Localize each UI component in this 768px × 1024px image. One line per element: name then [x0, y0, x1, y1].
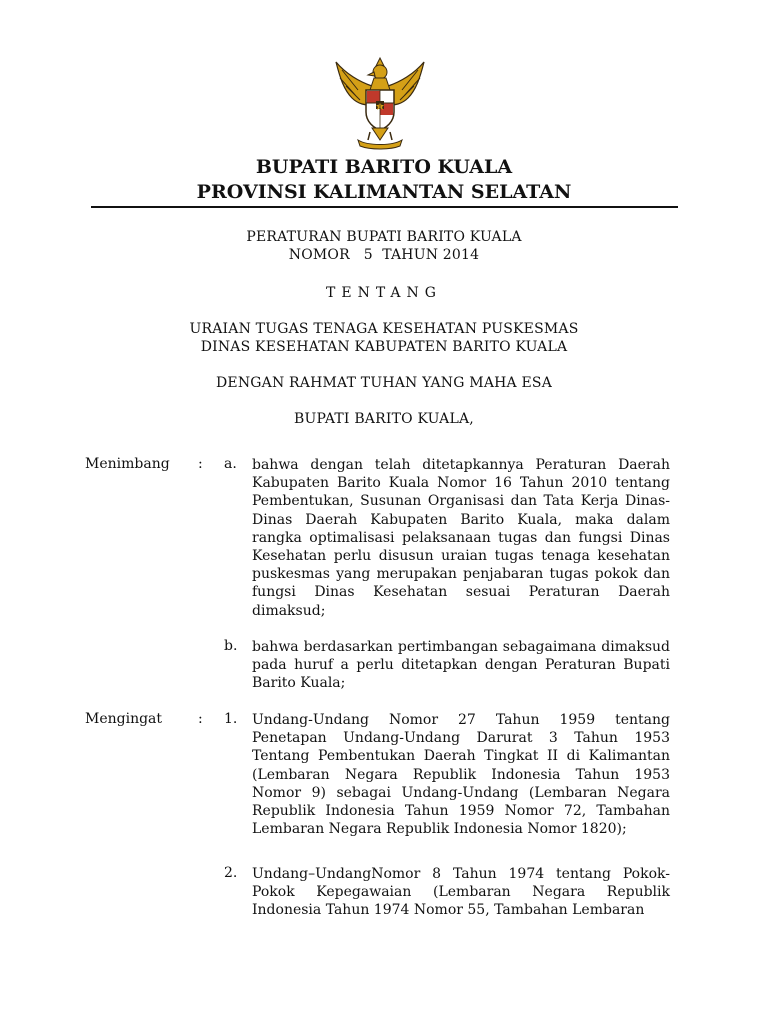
header-line-2: PROVINSI KALIMANTAN SELATAN — [196, 181, 572, 203]
regulation-subject-line-1: URAIAN TUGAS TENAGA KESEHATAN PUSKESMAS — [189, 321, 579, 337]
menimbang-colon: : — [198, 456, 203, 472]
regulation-subject-line-2: DINAS KESEHATAN KABUPATEN BARITO KUALA — [200, 339, 568, 355]
menimbang-item-a-text: bahwa dengan telah ditetapkannya Peraturan Daerah Kabupaten Barito Kuala Nomor 16 Tahun 2010 tentang Pembentukan, Susunan Organisasi dan Tata Kerja Dinas-Dinas Daerah Kabupaten Barito Kuala, maka dalam rangka optimalisasi pelaksanaan tugas dan fungsi Dinas Kesehatan perlu disusun uraian tugas tenaga kesehatan puskesmas yang merupakan penjabaran tugas pokok dan fungsi Dinas Kesehatan sesuai Peraturan Daerah dimaksud; — [252, 457, 670, 619]
menimbang-item-b-text: bahwa berdasarkan pertimbangan sebagaimana dimaksud pada huruf a perlu ditetapkan dengan Peraturan Bupati Barito Kuala; — [252, 639, 670, 692]
mengingat-item-1-text: Undang-Undang Nomor 27 Tahun 1959 tentang Penetapan Undang-Undang Darurat 3 Tahun 1953 Tentang Pembentukan Daerah Tingkat II di Kalimantan (Lembaran Negara Republik Indonesia Tahun 1953 Nomor 9) sebagai Undang-Undang (Lembaran Negara Republik Indonesia Tahun 1959 Nomor 72, Tambahan Lembaran Negara Republik Indonesia Nomor 1820); — [252, 712, 670, 838]
mengingat-item-1-marker: 1. — [224, 711, 238, 727]
regulation-authority: BUPATI BARITO KUALA, — [294, 411, 474, 427]
menimbang-item-a-marker: a. — [224, 456, 237, 472]
header-line-1: BUPATI BARITO KUALA — [255, 156, 513, 178]
header-divider — [91, 206, 678, 208]
mengingat-colon: : — [198, 711, 203, 727]
regulation-number: NOMOR 5 TAHUN 2014 — [288, 247, 480, 263]
menimbang-item-b-marker: b. — [224, 638, 238, 654]
mengingat-label: Mengingat — [85, 711, 163, 727]
regulation-title: PERATURAN BUPATI BARITO KUALA — [246, 229, 522, 245]
regulation-blessing: DENGAN RAHMAT TUHAN YANG MAHA ESA — [215, 375, 553, 391]
mengingat-item-2-marker: 2. — [224, 865, 238, 881]
menimbang-label: Menimbang — [85, 456, 170, 472]
garuda-emblem-icon — [332, 56, 428, 150]
regulation-tentang: TENTANG — [326, 285, 442, 301]
mengingat-item-2-text: Undang–UndangNomor 8 Tahun 1974 tentang Pokok-Pokok Kepegawaian (Lembaran Negara Republik Indonesia Tahun 1974 Nomor 55, Tambahan Lembaran — [252, 866, 670, 919]
